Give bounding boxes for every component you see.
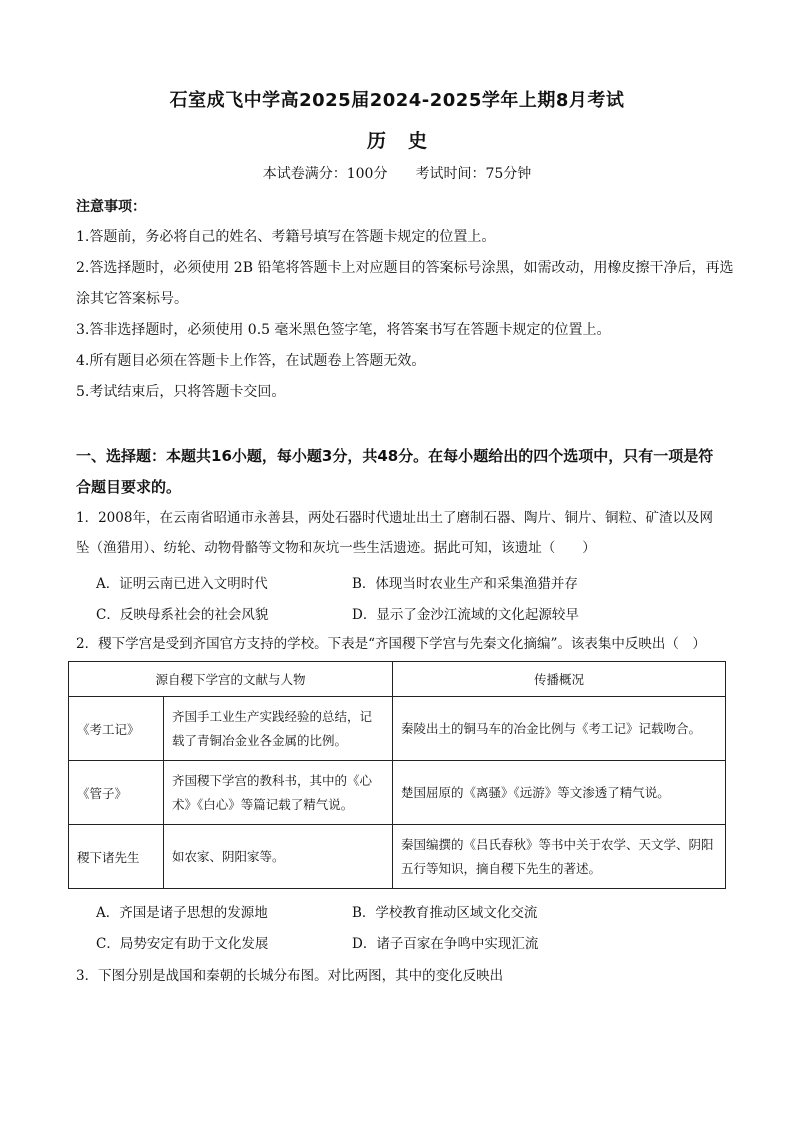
table-header-row [69, 662, 726, 697]
table-row [69, 761, 726, 825]
exam-time: 考试时间：75分钟 [415, 166, 532, 182]
exam-meta [0, 163, 794, 183]
question-2-stem: 2．稷下学宫是受到齐国官方支持的学校。下表是“齐国稷下学宫与先秦文化摘编”。该表集中反映出（ ） [76, 636, 706, 652]
question-1-options [96, 572, 736, 634]
notice-item-1: 1.答题前，务必将自己的姓名、考籍号填写在答题卡规定的位置上。 [76, 229, 496, 245]
table-cell-desc: 齐国手工业生产实践经验的总结，记载了青铜冶金业各金属的比例。 [164, 697, 393, 761]
q1-option-a: A．证明云南已进入文明时代 [96, 576, 268, 592]
table-header-source: 源自稷下学宫的文献与人物 [69, 662, 393, 697]
notice-item-4: 4.所有题目必须在答题卡上作答，在试题卷上答题无效。 [76, 353, 426, 369]
exam-title: 石室成飞中学高2025届2024-2025学年上期8月考试 [169, 90, 625, 111]
full-score: 本试卷满分：100分 [262, 166, 388, 182]
table-cell-desc: 如农家、阴阳家等。 [164, 825, 393, 889]
q1-option-c: C．反映母系社会的社会风貌 [96, 607, 269, 623]
notice-item-3: 3.答非选择题时，必须使用 0.5 毫米黑色签字笔，将答案书写在答题卡规定的位置上。 [76, 322, 611, 338]
notice-item-5: 5.考试结束后，只将答题卡交回。 [76, 384, 286, 400]
table-row [69, 697, 726, 761]
table-cell-spread: 秦国编撰的《吕氏春秋》等书中关于农学、天文学、阴阳五行等知识，摘自稷下先生的著述。 [393, 825, 726, 889]
table-header-spread: 传播概况 [393, 662, 726, 697]
table-cell-spread: 楚国屈原的《离骚》《远游》等文渗透了精气说。 [393, 761, 726, 825]
question-3-stem: 3．下图分别是战国和秦朝的长城分布图。对比两图，其中的变化反映出 [76, 968, 504, 984]
question-1-stem: 1．2008年，在云南省昭通市永善县，两处石器时代遗址出土了磨制石器、陶片、铜片、铜粒、矿渣以及网坠（渔猎用）、纺轮、动物骨骼等文物和灰坑一些生活遗迹。据此可知，该遗址（ ） [76, 510, 713, 556]
table-cell-desc: 齐国稷下学宫的教科书，其中的《心术》《白心》等篇记载了精气说。 [164, 761, 393, 825]
question-2-options [96, 901, 736, 963]
q2-option-c: C．局势安定有助于文化发展 [96, 936, 269, 952]
q1-option-d: D．显示了金沙江流域的文化起源较早 [352, 607, 579, 623]
notice-heading: 注意事项： [76, 199, 146, 215]
q2-option-d: D．诸子百家在争鸣中实现汇流 [352, 936, 539, 952]
table-cell-name: 《管子》 [69, 761, 164, 825]
q2-option-a: A．齐国是诸子思想的发源地 [96, 905, 268, 921]
section-heading: 一、选择题：本题共16小题，每小题3分，共48分。在每小题给出的四个选项中，只有一项是符合题目要求的。 [76, 447, 714, 496]
q2-option-b: B．学校教育推动区域文化交流 [352, 905, 538, 921]
table-cell-name: 稷下诸先生 [69, 825, 164, 889]
notice-item-2: 2.答选择题时，必须使用 2B 铅笔将答题卡上对应题目的答案标号涂黑，如需改动，用橡皮擦干净后，再选涂其它答案标号。 [76, 260, 734, 307]
question-2-table [68, 661, 726, 889]
table-cell-spread: 秦陵出土的铜马车的冶金比例与《考工记》记载吻合。 [393, 697, 726, 761]
table-row [69, 825, 726, 889]
q1-option-b: B．体现当时农业生产和采集渔猎并存 [352, 576, 578, 592]
subject-title: 历史 [366, 130, 449, 152]
table-cell-name: 《考工记》 [69, 697, 164, 761]
